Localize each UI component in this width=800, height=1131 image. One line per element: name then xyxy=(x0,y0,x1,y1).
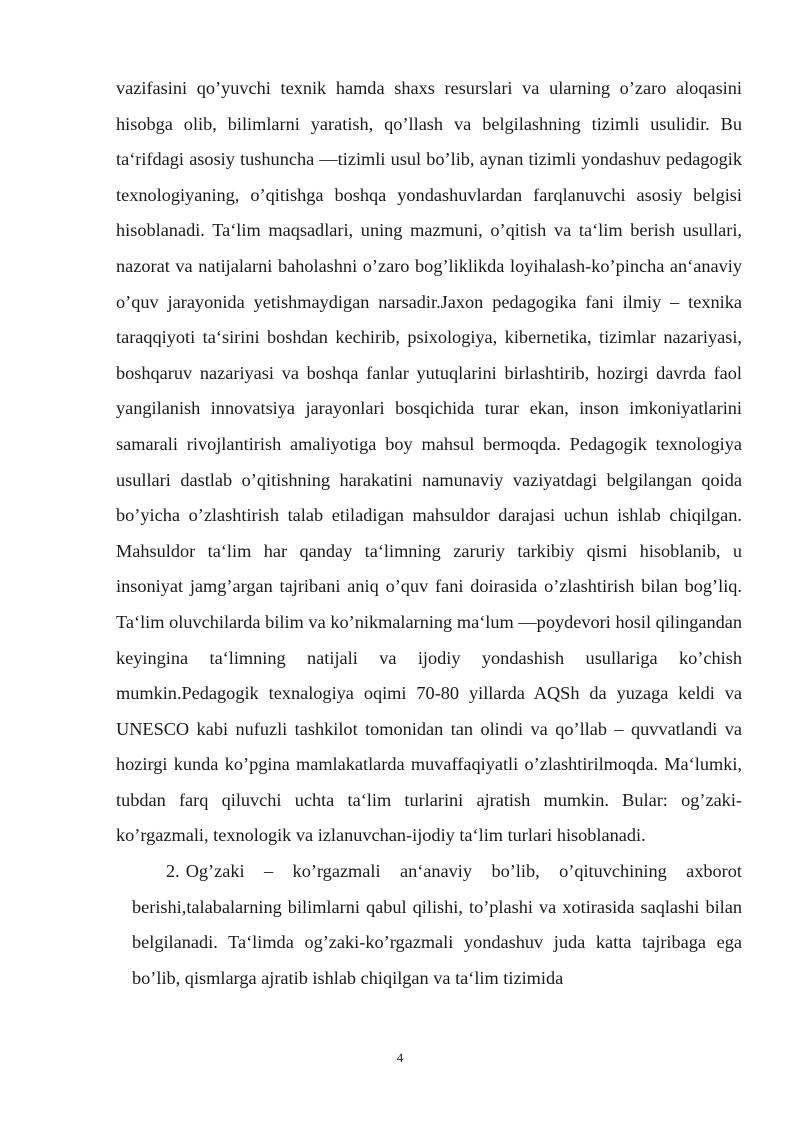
page-number: 4 xyxy=(396,1050,404,1065)
main-paragraph: vazifasini qo’yuvchi texnik hamda shaxs resurslari va ularning o’zaro aloqasini hisobga olib, bilimlarni yaratish, qo’llash va belgilashning tizimli usulidir. Bu ta‘rifdagi asosiy tushuncha —tizimli usul bo’lib, aynan tizimli yondashuv pedagogik texnologiyaning, o’qitishga boshqa yondashuvlardan farqlanuvchi asosiy belgisi hisoblanadi. Ta‘lim maqsadlari, uning mazmuni, o’qitish va ta‘lim berish usullari, nazorat va natijalarni baholashni o’zaro bog’liklikda loyihalash-ko’pincha an‘anaviy o’quv jarayonida yetishmaydigan narsadir.Jaxon pedagogika fani ilmiy – texnika taraqqiyoti ta‘sirini boshdan kechirib, psixologiya, kibernetika, tizimlar nazariyasi, boshqaruv nazariyasi va boshqa fanlar yutuqlarini birlashtirib, hozirgi davrda faol yangilanish innovatsiya jarayonlari bosqichida turar ekan, inson imkoniyatlarini samarali rivojlantirish amaliyotiga boy mahsul bermoqda. Pedagogik texnologiya usullari dastlab o’qitishning harakatini namunaviy vaziyatdagi belgilangan qoida bo’yicha o’zlashtirish talab etiladigan mahsuldor darajasi uchun ishlab chiqilgan. Mahsuldor ta‘lim har qanday ta‘limning zaruriy tarkibiy qismi hisoblanib, u insoniyat jamg’argan tajribani aniq o’quv fani doirasida o’zlashtirish bilan bog’liq. Ta‘lim oluvchilarda bilim va ko’nikmalarning ma‘lum —poydevori hosil qilingandan keyingina ta‘limning natijali va ijodiy yondashish usullariga ko’chish mumkin.Pedagogik texnalogiya oqimi 70-80 yillarda AQSh da yuzaga keldi va UNESCO kabi nufuzli tashkilot tomonidan tan olindi va qo’llab – quvvatlandi va hozirgi kunda ko’pgina mamlakatlarda muvaffaqiyatli o’zlashtirilmoqda. Ma‘lumki, tubdan farq qiluvchi uchta ta‘lim turlarini ajratish mumkin. Bular: og’zaki- ko’rgazmali, texnologik va izlanuvchan-ijodiy ta‘lim turlari hisoblanadi. xyxy=(116,78,742,846)
numbered-list-item xyxy=(116,854,742,996)
list-item-number: 2. xyxy=(166,861,180,882)
body-text xyxy=(116,71,742,996)
list-item-text: Og’zaki – ko’rgazmali an‘anaviy bo’lib, o’qituvchining axborot berishi,talabalarning bilimlarni qabul qilishi, to’plashi va xotirasida saqlashi bilan belgilanadi. Ta‘limda og’zaki-ko’rgazmali yondashuv juda katta tajribaga ega bo’lib, qismlarga ajratib ishlab chiqilgan va ta‘lim tizimida xyxy=(132,861,742,988)
